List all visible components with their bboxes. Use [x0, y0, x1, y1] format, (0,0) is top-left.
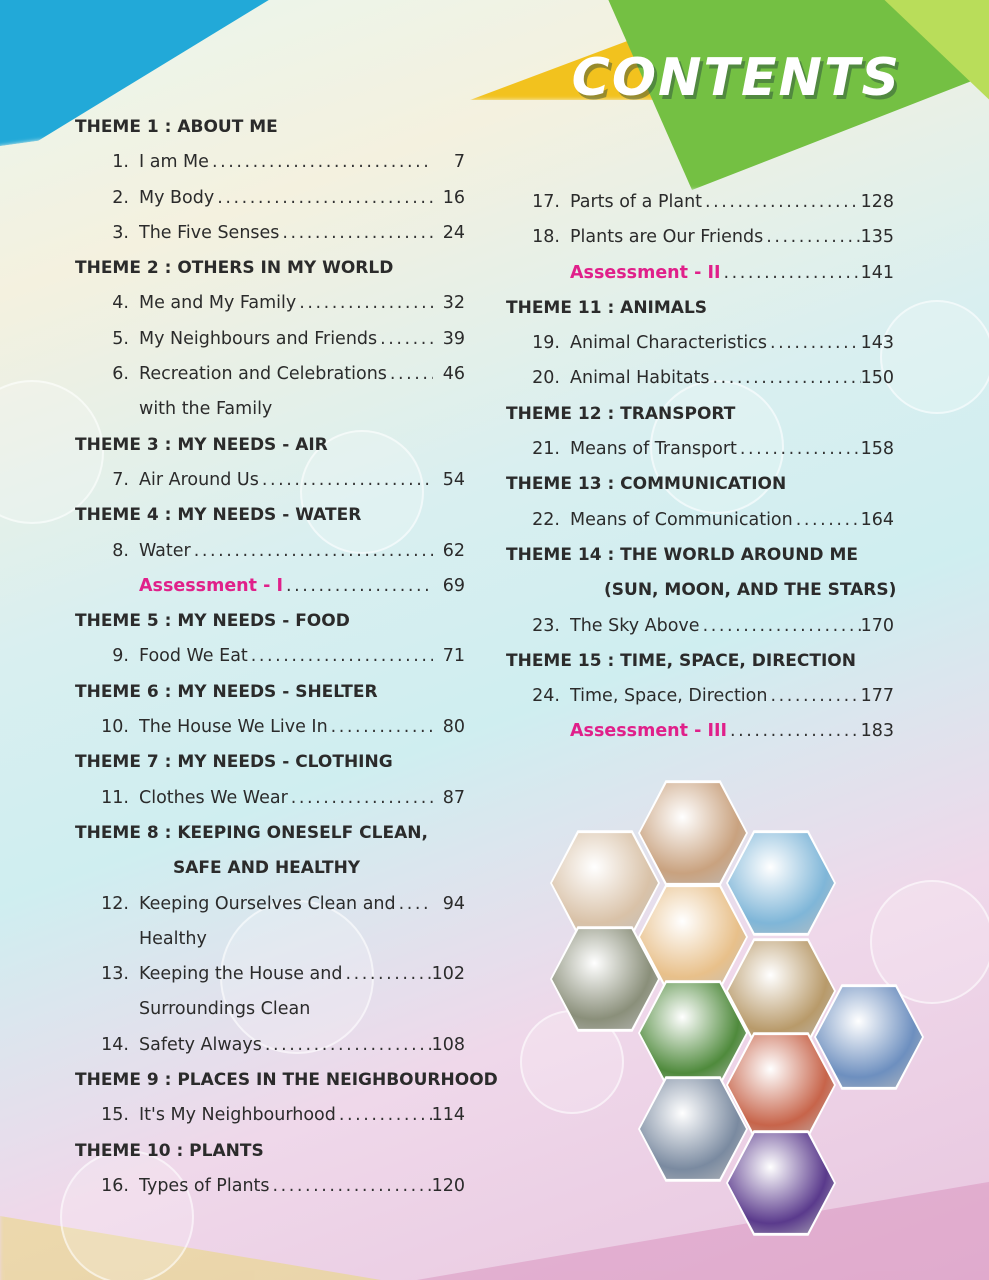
- chapter-number: 4.: [112, 293, 129, 314]
- page-number: 170: [860, 615, 894, 636]
- chapter-entry-line: [570, 256, 894, 291]
- chapter-entry[interactable]: [75, 639, 465, 674]
- theme-heading: THEME 13 : COMMUNICATION: [506, 474, 787, 495]
- chapter-number: 10.: [101, 717, 129, 738]
- chapter-entry[interactable]: [75, 710, 465, 745]
- chapter-entry[interactable]: [75, 322, 465, 357]
- chapter-entry-line: [139, 957, 465, 992]
- chapter-title: Keeping the House and: [139, 964, 343, 985]
- chapter-entry-line: [139, 1028, 465, 1063]
- dot-leader: [342, 957, 431, 992]
- chapter-title-text: Surroundings Clean: [139, 999, 311, 1020]
- page-title: CONTENTS: [571, 48, 901, 108]
- chapter-title: Water: [139, 540, 191, 561]
- chapter-title: Time, Space, Direction: [570, 686, 768, 707]
- theme-heading-continued: [506, 573, 897, 608]
- chapter-number: [506, 714, 570, 749]
- chapter-entry-line: [139, 357, 465, 392]
- contents-left-column: [75, 110, 498, 1204]
- chapter-title: Means of Transport: [570, 439, 737, 460]
- chapter-entry[interactable]: [75, 1098, 465, 1133]
- theme-heading: THEME 4 : MY NEEDS - WATER: [75, 505, 362, 526]
- chapter-entry-line: [139, 781, 465, 816]
- dot-leader: [767, 679, 860, 714]
- page-number: 69: [442, 575, 465, 596]
- theme-heading: THEME 6 : MY NEEDS - SHELTER: [75, 681, 378, 702]
- chapter-number: 11.: [101, 787, 129, 808]
- dot-leader: [700, 609, 861, 644]
- page-number: 46: [442, 364, 465, 385]
- page-number: 158: [860, 439, 894, 460]
- dot-leader: [288, 781, 433, 816]
- chapter-title: I am Me: [139, 152, 209, 173]
- dot-leader: [793, 503, 861, 538]
- chapter-entry-line: [139, 463, 465, 498]
- children-photo-hex: [552, 830, 658, 936]
- chapter-title: Keeping Ourselves Clean and: [139, 893, 396, 914]
- chapter-entry-line: [139, 1098, 465, 1133]
- chapter-entry-line: [139, 145, 465, 180]
- dot-leader: [191, 534, 433, 569]
- dot-leader: [710, 361, 861, 396]
- theme-heading-text: (SUN, MOON, AND THE STARS): [604, 580, 897, 601]
- girl-outdoors-photo-hex: [728, 830, 834, 936]
- dot-leader: [296, 286, 433, 321]
- chapter-number: [506, 256, 570, 291]
- chapter-entry-line: [570, 185, 894, 220]
- chapter-number: 21.: [532, 439, 560, 460]
- page-number: 87: [442, 787, 465, 808]
- dot-leader: [328, 710, 433, 745]
- chapter-title: Plants are Our Friends: [570, 227, 764, 248]
- chapter-entry[interactable]: [75, 534, 465, 569]
- chapter-entry-line: [139, 286, 465, 321]
- chapter-entry[interactable]: [506, 361, 894, 396]
- theme-heading: THEME 14 : THE WORLD AROUND ME: [506, 544, 858, 565]
- chapter-title: Me and My Family: [139, 293, 297, 314]
- chapter-entry-line: [139, 710, 465, 745]
- chapter-entry[interactable]: [75, 1169, 465, 1204]
- theme-heading: THEME 9 : PLACES IN THE NEIGHBOURHOOD: [75, 1070, 498, 1091]
- chapter-entry-line: [570, 361, 894, 396]
- dot-leader: [727, 714, 861, 749]
- chapter-number: 9.: [112, 646, 129, 667]
- chapter-title: The Five Senses: [139, 222, 280, 243]
- chapter-entry-line: [139, 1169, 465, 1204]
- chapter-entry[interactable]: [75, 181, 465, 216]
- chapter-title: Air Around Us: [139, 469, 259, 490]
- dot-leader: [720, 256, 860, 291]
- chapter-title-text: with the Family: [139, 399, 273, 420]
- chapter-entry[interactable]: [506, 432, 894, 467]
- chapter-number: 16.: [101, 1175, 129, 1196]
- theme-heading: THEME 7 : MY NEEDS - CLOTHING: [75, 752, 393, 773]
- theme-heading-continued: [75, 851, 465, 886]
- theme-heading: THEME 8 : KEEPING ONESELF CLEAN,: [75, 822, 428, 843]
- chapter-title: Means of Communication: [570, 509, 793, 530]
- chapter-title: Clothes We Wear: [139, 787, 288, 808]
- chapter-number: 12.: [101, 893, 129, 914]
- chapter-entry-line: [570, 609, 894, 644]
- chapter-number: 22.: [532, 509, 560, 530]
- page-number: 102: [431, 964, 465, 985]
- assessment-entry[interactable]: [506, 714, 894, 749]
- page-number: 177: [860, 686, 894, 707]
- chapter-title: Assessment - III: [570, 721, 727, 742]
- dot-leader: [279, 216, 433, 251]
- chapter-entry-line: [570, 503, 894, 538]
- chapter-entry-line: [139, 216, 465, 251]
- dot-leader: [702, 185, 861, 220]
- dot-leader: [270, 1169, 432, 1204]
- page-number: 164: [860, 509, 894, 530]
- chapter-number: 24.: [532, 686, 560, 707]
- chapter-entry[interactable]: [75, 781, 465, 816]
- chapter-entry[interactable]: [506, 503, 894, 538]
- chapter-entry[interactable]: [75, 887, 465, 922]
- page-number: 143: [860, 333, 894, 354]
- page-number: 114: [431, 1105, 465, 1126]
- chapter-title: The House We Live In: [139, 717, 328, 738]
- chapter-entry[interactable]: [75, 357, 465, 392]
- dot-leader: [336, 1098, 432, 1133]
- theme-heading: THEME 10 : PLANTS: [75, 1140, 264, 1161]
- chapter-entry[interactable]: [75, 957, 465, 992]
- theme-heading: THEME 15 : TIME, SPACE, DIRECTION: [506, 650, 856, 671]
- page-number: 71: [442, 646, 465, 667]
- dot-leader: [763, 220, 860, 255]
- contents-right-column: [506, 185, 897, 750]
- page-number: 54: [442, 469, 465, 490]
- chapter-title: Types of Plants: [139, 1175, 270, 1196]
- page-number: 7: [453, 152, 465, 173]
- chapter-number: 19.: [532, 333, 560, 354]
- chapter-entry[interactable]: [75, 145, 465, 180]
- chapter-title: Animal Habitats: [570, 368, 710, 389]
- chapter-entry-line: [139, 887, 465, 922]
- theme-heading: THEME 2 : OTHERS IN MY WORLD: [75, 258, 394, 279]
- page-number: 128: [860, 192, 894, 212]
- page-number: 39: [442, 328, 465, 349]
- chapter-number: 20.: [532, 368, 560, 389]
- chapter-entry-line: [570, 679, 894, 714]
- chapter-entry[interactable]: [75, 1028, 465, 1063]
- chapter-entry-line: [139, 534, 465, 569]
- chapter-entry[interactable]: [506, 220, 894, 255]
- dot-leader: [283, 569, 433, 604]
- dot-leader: [248, 639, 433, 674]
- chapter-title: Parts of a Plant: [570, 192, 703, 212]
- assessment-entry[interactable]: [75, 569, 465, 604]
- chapter-entry-line: [570, 326, 894, 361]
- page-number: 80: [442, 717, 465, 738]
- theme-heading: THEME 3 : MY NEEDS - AIR: [75, 434, 328, 455]
- chapter-entry-line: [570, 432, 894, 467]
- chapter-title-continued: [75, 992, 465, 1027]
- page-number: 32: [442, 293, 465, 314]
- chapter-entry[interactable]: [75, 216, 465, 251]
- chapter-title: Animal Characteristics: [570, 333, 767, 354]
- theme-heading: THEME 11 : ANIMALS: [506, 297, 708, 318]
- chapter-number: 6.: [112, 364, 129, 385]
- chapter-entry[interactable]: [75, 286, 465, 321]
- chapter-title: It's My Neighbourhood: [139, 1105, 336, 1126]
- chapter-number: 14.: [101, 1034, 129, 1055]
- chapter-title: Recreation and Celebrations: [139, 364, 387, 385]
- chapter-entry-line: [570, 714, 894, 749]
- theme-heading: THEME 1 : ABOUT ME: [75, 117, 278, 137]
- family-photo-hex: [640, 780, 746, 886]
- chapter-number: 17.: [532, 192, 560, 212]
- chapter-number: 2.: [112, 187, 129, 208]
- chapter-number: 18.: [532, 227, 560, 248]
- dot-leader: [209, 145, 433, 180]
- chapter-title-continued: [75, 922, 465, 957]
- chapter-title: The Sky Above: [570, 615, 700, 636]
- chapter-entry[interactable]: [506, 185, 894, 220]
- chapter-entry[interactable]: [506, 326, 894, 361]
- transport-photo-hex: [816, 984, 922, 1090]
- page-number: 183: [860, 721, 894, 742]
- dot-leader: [214, 181, 433, 216]
- dot-leader: [262, 1028, 432, 1063]
- page-number: 135: [860, 227, 894, 248]
- theme-heading: THEME 5 : MY NEEDS - FOOD: [75, 611, 350, 632]
- chapter-entry-line: [139, 569, 465, 604]
- dot-leader: [377, 322, 433, 357]
- page-number: 94: [442, 893, 465, 914]
- chapter-entry-line: [139, 181, 465, 216]
- page-number: 120: [431, 1175, 465, 1196]
- chapter-number: 5.: [112, 328, 129, 349]
- chapter-title: My Body: [139, 187, 215, 208]
- chapter-entry-line: [570, 220, 894, 255]
- chapter-title: Food We Eat: [139, 646, 248, 667]
- chapter-number: 8.: [112, 540, 129, 561]
- page-number: 24: [442, 222, 465, 243]
- theme-heading-text: SAFE AND HEALTHY: [173, 858, 361, 879]
- page-number: 62: [442, 540, 465, 561]
- chapter-entry-line: [139, 639, 465, 674]
- chapter-title: Assessment - I: [139, 575, 283, 596]
- chapter-entry[interactable]: [506, 609, 894, 644]
- theme-heading: THEME 12 : TRANSPORT: [506, 403, 736, 424]
- chapter-number: 15.: [101, 1105, 129, 1126]
- chapter-title: Safety Always: [139, 1034, 262, 1055]
- chapter-entry-line: [139, 322, 465, 357]
- dot-leader: [396, 887, 433, 922]
- chapter-number: 1.: [112, 152, 129, 173]
- chapter-entry[interactable]: [75, 463, 465, 498]
- page-number: 108: [431, 1034, 465, 1055]
- theme-photo-collage: [548, 780, 918, 1200]
- chapter-number: 7.: [112, 469, 129, 490]
- page-number: 141: [860, 262, 894, 283]
- page-number: 16: [442, 187, 465, 208]
- chapter-title: Assessment - II: [570, 262, 721, 283]
- assessment-entry[interactable]: [506, 256, 894, 291]
- chapter-number: 23.: [532, 615, 560, 636]
- chapter-title-text: Healthy: [139, 928, 207, 949]
- chapter-number: 13.: [101, 964, 129, 985]
- dot-leader: [259, 463, 433, 498]
- dot-leader: [737, 432, 861, 467]
- chapter-title: My Neighbours and Friends: [139, 328, 378, 349]
- chapter-number: 3.: [112, 222, 129, 243]
- chapter-entry[interactable]: [506, 679, 894, 714]
- page-number: 150: [860, 368, 894, 389]
- chapter-title-continued: [75, 392, 465, 427]
- dot-leader: [387, 357, 433, 392]
- dot-leader: [767, 326, 861, 361]
- chapter-number: [75, 569, 139, 604]
